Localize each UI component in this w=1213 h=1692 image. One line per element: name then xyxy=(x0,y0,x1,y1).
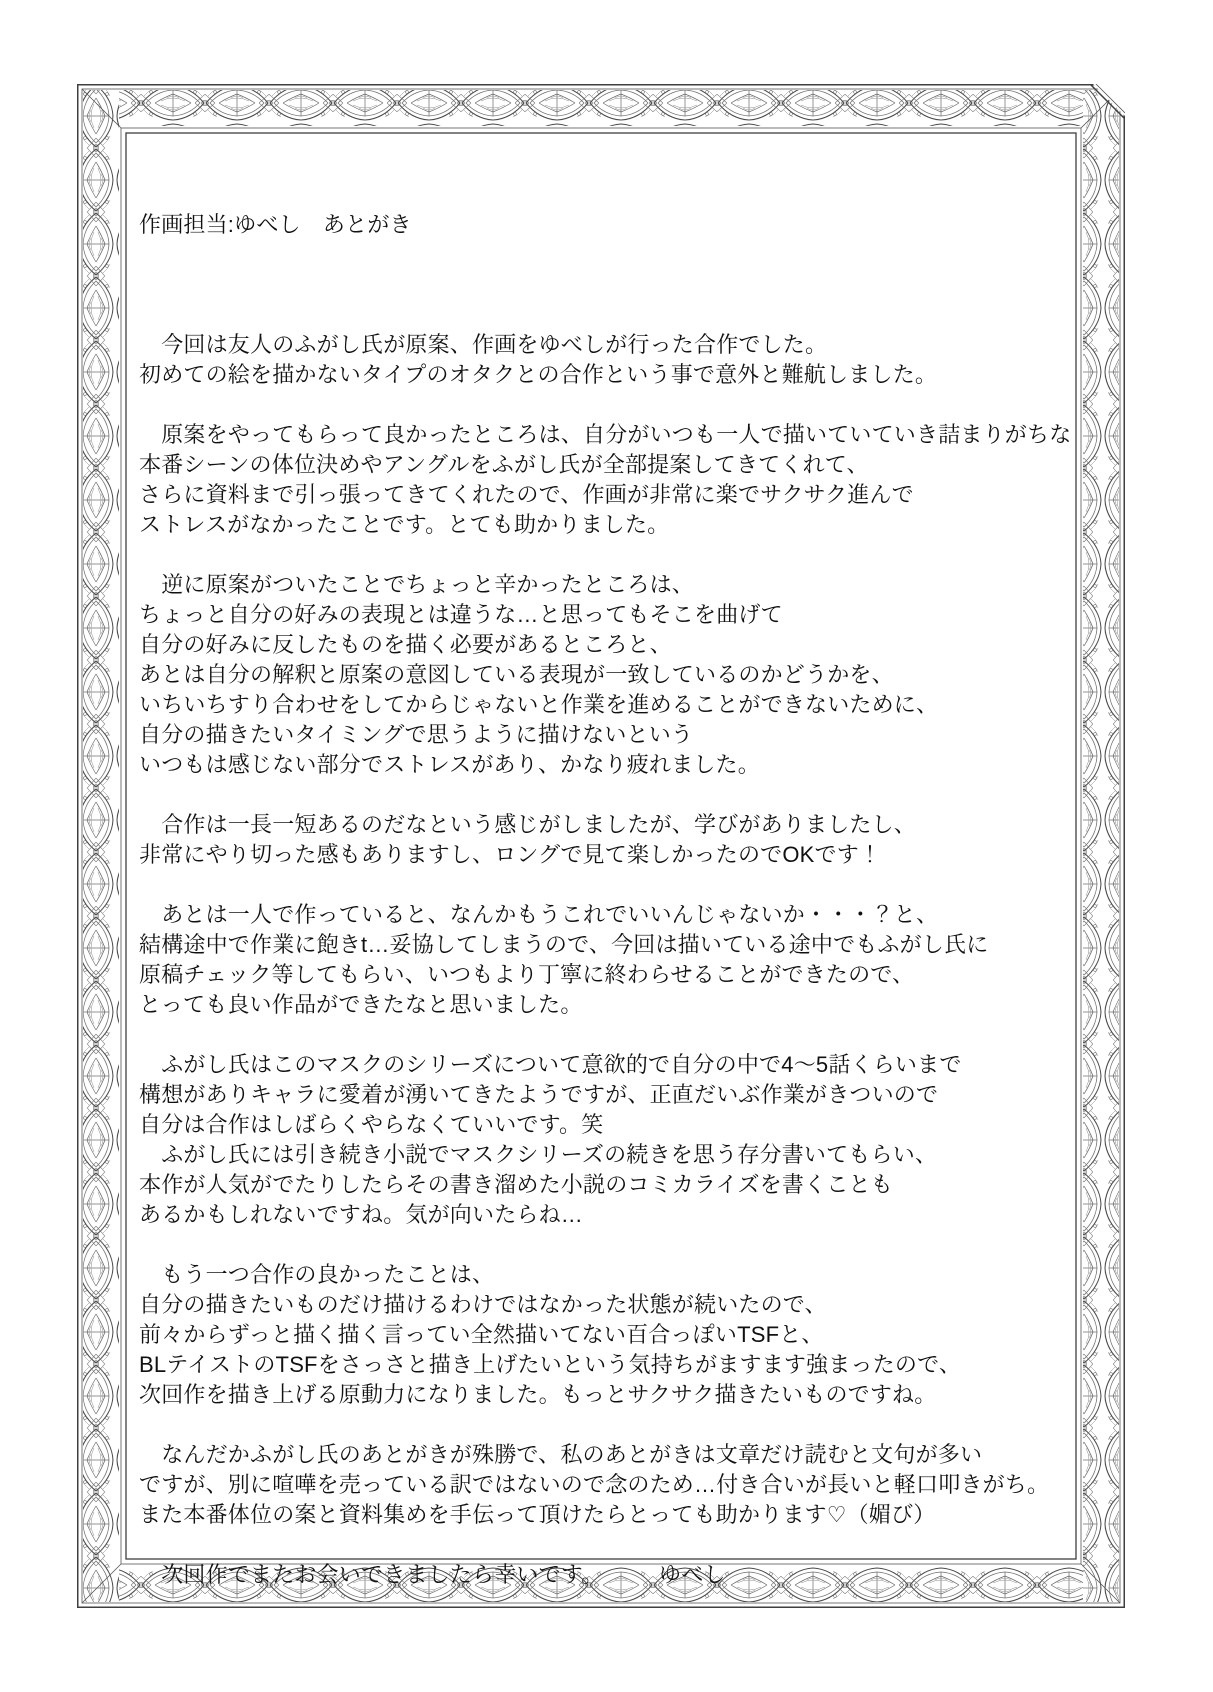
afterword-title: 作画担当:ゆべし あとがき xyxy=(139,212,412,237)
paragraph: 逆に原案がついたことでちょっと辛かったところは、 ちょっと自分の好みの表現とは違うな…と思ってもそこを曲げて 自分の好みに反したものを描く必要があるところと、 あとは自分の解釈と原案の意図している表現が一致しているのかどうかを、 いちいちすり合わせをしてからじゃないと作業を進めることができないために、 自分の描きたいタイミングで思うように描けないという いつもは感じない部分でストレスがあり、かなり疲れました。 xyxy=(139,572,939,777)
paragraph: あとは一人で作っていると、なんかもうこれでいいんじゃないか・・・？と、 結構途中で作業に飽きt…妥協してしまうので、今回は描いている途中でもふがし氏に 原稿チェック等してもらい、いつもより丁寧に終わらせることができたので、 とっても良い作品ができたなと思いました。 xyxy=(139,902,989,1017)
paragraph: もう一つ合作の良かったことは、 自分の描きたいものだけ描けるわけではなかった状態が続いたので、 前々からずっと描く描く言ってい全然描いてない百合っぽいTSFと、 BLテイストのTSFをさっさと描き上げたいという気持ちがますます強まったので、 次回作を描き上げる原動力になりました。もっとサクサク描きたいものですね。 xyxy=(139,1262,962,1407)
paragraph: 合作は一長一短あるのだなという感じがしましたが、学びがありましたし、 非常にやり切った感もありますし、ロングで見て楽しかったのでOKです！ xyxy=(139,812,917,867)
paragraph: 原案をやってもらって良かったところは、自分がいつも一人で描いていていき詰まりがちな 本番シーンの体位決めやアングルをふがし氏が全部提案してきてくれて、 さらに資料まで引っ張ってきてくれたので、作画が非常に楽でサクサク進んで ストレスがなかったことです。とても助かりました。 xyxy=(139,422,1072,537)
paragraph: 今回は友人のふがし氏が原案、作画をゆべしが行った合作でした。 初めての絵を描かないタイプのオタクとの合作という事で意外と難航しました。 xyxy=(139,332,938,387)
paragraph: なんだかふがし氏のあとがきが殊勝で、私のあとがきは文章だけ読むと文句が多い ですが、別に喧嘩を売っている訳ではないので念のため…付き合いが長いと軽口叩きがち。 また本番体位の案と資料集めを手伝って頂けたらとっても助かります♡（媚び） xyxy=(139,1442,1050,1527)
afterword-content xyxy=(139,150,1074,1650)
border-band-top xyxy=(83,90,1119,126)
border-band-left xyxy=(83,90,119,1602)
afterword-body xyxy=(139,330,1074,1590)
paragraph: 次回作でまたお会いできましたら幸いです。 ゆべし xyxy=(139,1562,726,1587)
paragraph: ふがし氏はこのマスクのシリーズについて意欲的で自分の中で4～5話くらいまで 構想がありキャラに愛着が湧いてきたようですが、正直だいぶ作業がきついので 自分は合作はしばらくやらなくていいです。笑 ふがし氏には引き続き小説でマスクシリーズの続きを思う存分書いてもらい、 本作が人気がでたりしたらその書き溜めた小説のコミカライズを書くことも あるかもしれないですね。気が向いたらね… xyxy=(139,1052,962,1227)
border-band-right xyxy=(1083,90,1119,1602)
